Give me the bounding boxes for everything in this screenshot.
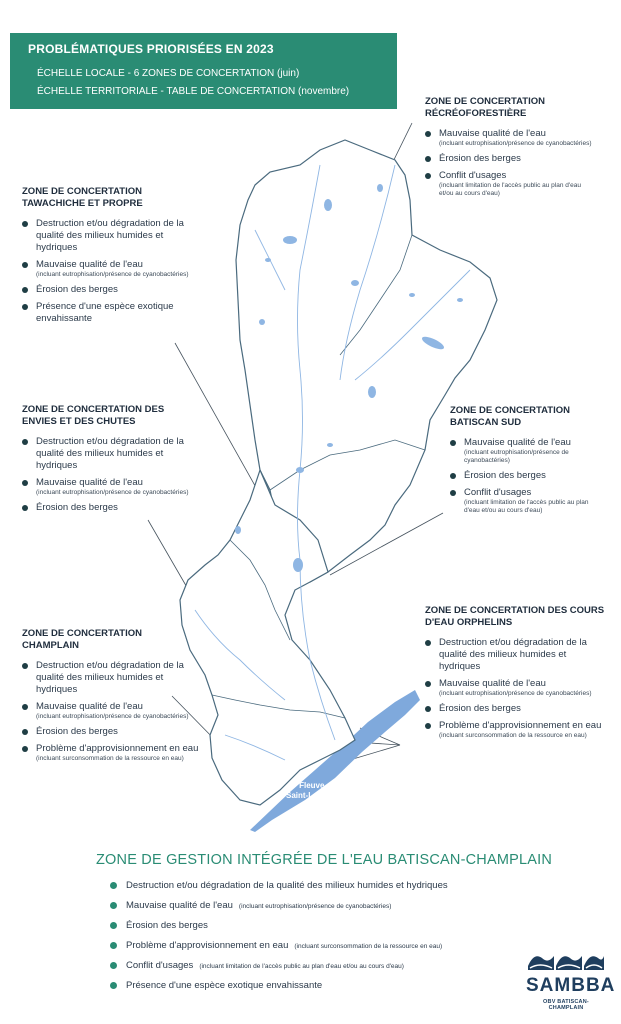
issue-label: Mauvaise qualité de l'eau [439, 128, 546, 139]
lake [457, 298, 463, 302]
river-label-line-2: Saint-Laurent [286, 791, 338, 800]
global-issue-note: (incluant limitation de l'accès public au plan d'eau et/ou au cours d'eau) [199, 963, 404, 970]
issue-label: Érosion des berges [464, 470, 546, 481]
issue-label: Érosion des berges [36, 502, 118, 513]
issue-label: Présence d'une espèce exotique envahissante [36, 301, 174, 324]
issue-list [450, 437, 600, 515]
global-issue-item [110, 980, 448, 1000]
issue-item [22, 436, 207, 472]
issue-item [425, 637, 605, 673]
issue-note: (incluant limitation de l'accès public au plan d'eau et/ou au cours d'eau) [464, 499, 589, 514]
bullet-icon [450, 440, 456, 446]
issue-item [22, 218, 207, 254]
lake [327, 443, 333, 447]
issue-item [22, 301, 207, 325]
lake [409, 293, 415, 297]
zone-title: ZONE DE CONCERTATION TAWACHICHE ET PROPRE [22, 186, 143, 209]
zone-title: ZONE DE CONCERTATION DES ENVIES ET DES CHUTES [22, 404, 165, 427]
global-issue-label: Destruction et/ou dégradation de la qualité des milieux humides et hydriques [126, 880, 448, 891]
bullet-icon [110, 942, 117, 949]
bullet-icon [110, 882, 117, 889]
bullet-icon [110, 962, 117, 969]
issue-list [425, 637, 605, 740]
zone-title: ZONE DE CONCERTATION CHAMPLAIN [22, 628, 142, 651]
issue-note: (incluant eutrophisation/présence de cyanobactéries) [36, 271, 189, 278]
global-issue-label: Problème d'approvisionnement en eau [126, 940, 289, 951]
bullet-icon [22, 287, 28, 293]
issue-note: (incluant surconsommation de la ressource en eau) [36, 755, 184, 762]
bullet-icon [450, 490, 456, 496]
issue-note: (incluant eutrophisation/présence de cyanobactéries) [464, 449, 569, 464]
issue-item [425, 170, 595, 198]
bullet-icon [425, 131, 431, 137]
bullet-icon [110, 982, 117, 989]
issue-item [22, 284, 207, 296]
bullet-icon [450, 473, 456, 479]
global-issue-list [110, 880, 448, 1000]
zone-champlain [22, 628, 202, 768]
zone-tawachiche [22, 186, 207, 330]
issue-item [450, 470, 600, 482]
issue-label: Mauvaise qualité de l'eau [36, 259, 143, 270]
bullet-icon [22, 663, 28, 669]
lake [235, 526, 241, 534]
issue-item [22, 660, 202, 696]
global-issue-item [110, 900, 448, 920]
bullet-icon [22, 480, 28, 486]
bullet-icon [425, 706, 431, 712]
header-subtitle-local: ÉCHELLE LOCALE - 6 ZONES DE CONCERTATION (juin) [37, 68, 300, 79]
zone-batiscan-sud [450, 405, 600, 520]
global-issue-label: Érosion des berges [126, 920, 208, 931]
issue-item [450, 437, 600, 465]
lake [351, 280, 359, 286]
header-subtitle-territorial: ÉCHELLE TERRITORIALE - TABLE DE CONCERTATION (novembre) [37, 86, 350, 97]
issue-item [22, 743, 202, 763]
issue-note: (incluant surconsommation de la ressource en eau) [439, 732, 587, 739]
global-issue-label: Présence d'une espèce exotique envahissante [126, 980, 323, 991]
bullet-icon [425, 156, 431, 162]
issue-label: Conflit d'usages [464, 487, 532, 498]
issue-list [22, 660, 202, 763]
lake [377, 184, 383, 192]
zone-recreoforestiere [425, 96, 595, 203]
issue-item [450, 487, 600, 515]
issue-label: Mauvaise qualité de l'eau [439, 678, 546, 689]
issue-label: Érosion des berges [36, 726, 118, 737]
issue-item [22, 726, 202, 738]
global-issue-item [110, 880, 448, 900]
issue-label: Destruction et/ou dégradation de la qualité des milieux humides et hydriques [439, 637, 587, 672]
issue-item [425, 703, 605, 715]
issue-note: (incluant eutrophisation/présence de cyanobactéries) [439, 690, 592, 697]
global-issue-item [110, 920, 448, 940]
lake [368, 386, 376, 398]
lake [324, 199, 332, 211]
global-issue-note: (incluant eutrophisation/présence de cyanobactéries) [238, 903, 392, 910]
lake [283, 236, 297, 244]
bullet-icon [22, 439, 28, 445]
issue-item [22, 259, 207, 279]
bullet-icon [22, 262, 28, 268]
bullet-icon [425, 723, 431, 729]
issue-list [22, 218, 207, 325]
issue-note: (incluant limitation de l'accès public au plan d'eau et/ou au cours d'eau) [439, 182, 581, 197]
logo-subtitle: OBV BATISCAN-CHAMPLAIN [543, 999, 589, 1011]
bullet-icon [110, 922, 117, 929]
zone-title: ZONE DE CONCERTATION BATISCAN SUD [450, 405, 570, 428]
bullet-icon [22, 304, 28, 310]
zone-envies-chutes [22, 404, 207, 519]
issue-label: Destruction et/ou dégradation de la qualité des milieux humides et hydriques [36, 218, 184, 253]
river-label [286, 781, 338, 801]
sambba-logo [526, 948, 616, 1014]
bullet-icon [425, 681, 431, 687]
global-issue-label: Mauvaise qualité de l'eau [126, 900, 233, 911]
issue-label: Destruction et/ou dégradation de la qualité des milieux humides et hydriques [36, 660, 184, 695]
bullet-icon [22, 729, 28, 735]
lake [259, 319, 265, 325]
river-label-line-1: Fleuve [299, 781, 325, 790]
global-zone-title: ZONE DE GESTION INTÉGRÉE DE L'EAU BATISCAN-CHAMPLAIN [96, 852, 553, 868]
lake [293, 558, 303, 572]
zone-title: ZONE DE CONCERTATION RÉCRÉOFORESTIÈRE [425, 96, 545, 119]
issue-note: (incluant eutrophisation/présence de cyanobactéries) [439, 140, 592, 147]
issue-label: Destruction et/ou dégradation de la qualité des milieux humides et hydriques [36, 436, 184, 471]
wave-icon [526, 948, 606, 974]
issue-item [22, 477, 207, 497]
bullet-icon [425, 173, 431, 179]
page-title: PROBLÉMATIQUES PRIORISÉES EN 2023 [28, 42, 274, 56]
issue-label: Conflit d'usages [439, 170, 507, 181]
global-issue-item [110, 960, 448, 980]
issue-item [22, 701, 202, 721]
issue-item [425, 128, 595, 148]
issue-label: Problème d'approvisionnement en eau [439, 720, 602, 731]
leader-line-envies [148, 520, 192, 596]
bullet-icon [22, 704, 28, 710]
issue-label: Problème d'approvisionnement en eau [36, 743, 199, 754]
issue-note: (incluant eutrophisation/présence de cyanobactéries) [36, 713, 189, 720]
issue-item [425, 720, 605, 740]
issue-label: Mauvaise qualité de l'eau [464, 437, 571, 448]
issue-label: Érosion des berges [439, 703, 521, 714]
issue-item [22, 502, 207, 514]
issue-label: Mauvaise qualité de l'eau [36, 477, 143, 488]
issue-label: Érosion des berges [36, 284, 118, 295]
issue-label: Érosion des berges [439, 153, 521, 164]
zone-title: ZONE DE CONCERTATION DES COURS D'EAU ORPHELINS [425, 605, 605, 628]
issue-item [425, 678, 605, 698]
issue-label: Mauvaise qualité de l'eau [36, 701, 143, 712]
issue-list [22, 436, 207, 514]
global-issue-note: (incluant surconsommation de la ressource en eau) [294, 943, 443, 950]
issue-list [425, 128, 595, 198]
zone-cours-eau-orphelins [425, 605, 605, 745]
bullet-icon [425, 640, 431, 646]
bullet-icon [22, 221, 28, 227]
issue-item [425, 153, 595, 165]
global-issue-label: Conflit d'usages [126, 960, 194, 971]
global-issue-item [110, 940, 448, 960]
bullet-icon [22, 746, 28, 752]
bullet-icon [22, 505, 28, 511]
logo-name: SAMBBA [526, 975, 616, 996]
bullet-icon [110, 902, 117, 909]
issue-note: (incluant eutrophisation/présence de cyanobactéries) [36, 489, 189, 496]
